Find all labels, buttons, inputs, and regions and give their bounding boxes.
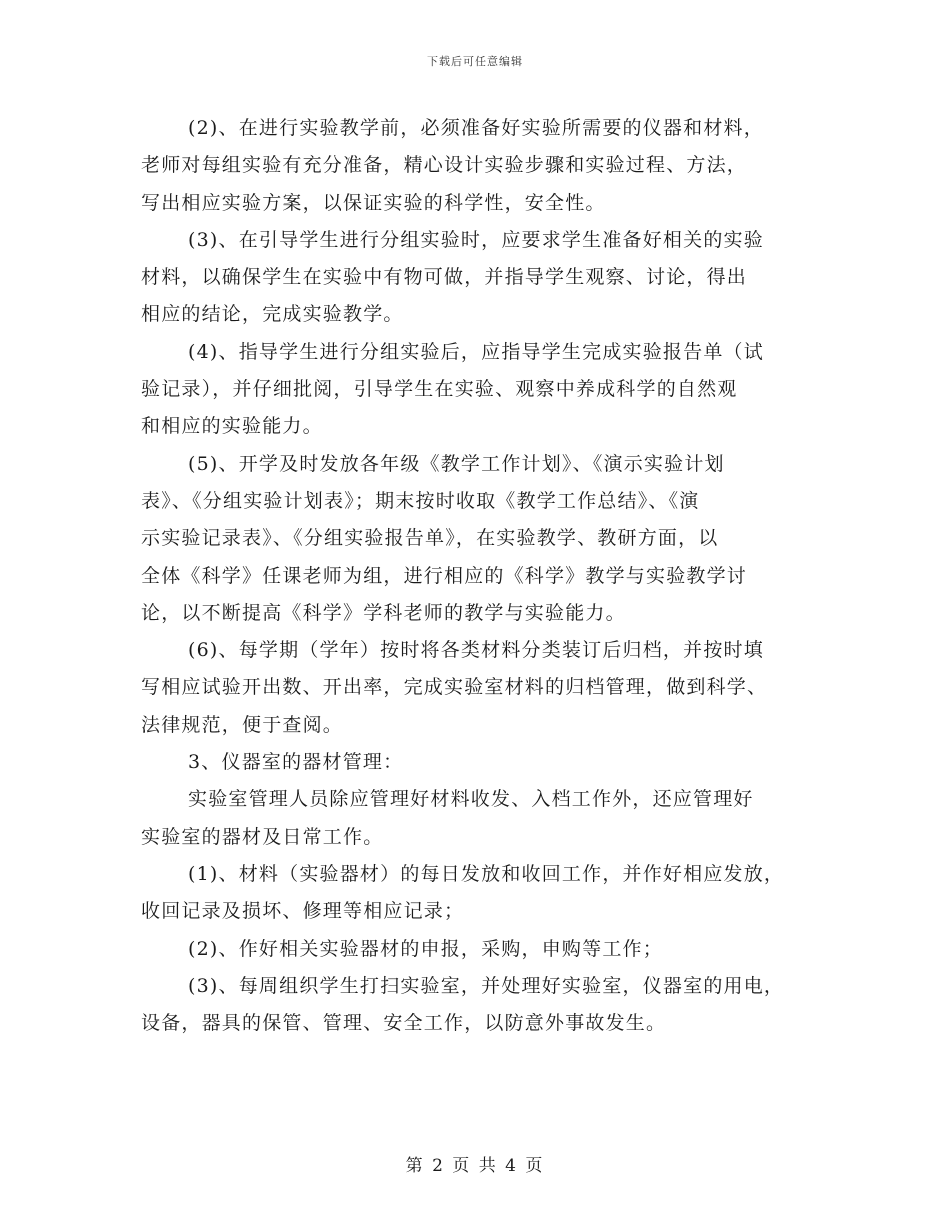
paragraph-line: 表》、《分组实验计划表》；期末按时收取《教学工作总结》、《演 [141, 489, 700, 512]
paragraph-line: (2)、作好相关实验器材的申报，采购，申购等工作； [188, 937, 663, 960]
paragraph-line: 验记录），并仔细批阅，引导学生在实验、观察中养成科学的自然观 [141, 378, 738, 401]
paragraph-line: 写相应试验开出数、开出率，完成实验室材料的归档管理，做到科学、 [141, 676, 768, 699]
page-number: 第 2 页 共 4 页 [405, 1156, 545, 1176]
paragraph-line: 论，以不断提高《科学》学科老师的教学与实验能力。 [141, 601, 626, 624]
paragraph-line: 相应的结论，完成实验教学。 [141, 303, 404, 326]
paragraph-line: 全体《科学》任课老师为组，进行相应的《科学》教学与实验教学讨 [141, 564, 748, 587]
paragraph-line: 实验室的器材及日常工作。 [141, 825, 384, 848]
paragraph-line: 实验室管理人员除应管理好材料收发、入档工作外，还应管理好 [188, 788, 754, 811]
paragraph-line: 法律规范，便于查阅。 [141, 713, 344, 736]
paragraph-line: 老师对每组实验有充分准备，精心设计实验步骤和实验过程、方法， [141, 154, 748, 177]
paragraph-line: 写出相应实验方案，以保证实验的科学性，安全性。 [141, 191, 606, 214]
paragraph-line: (2)、在进行实验教学前，必须准备好实验所需要的仪器和材料， [188, 117, 764, 139]
section-heading: 3、仪器室的器材管理： [188, 751, 404, 774]
page-header: 下载后可任意编辑 [427, 55, 523, 68]
paragraph-line: (3)、每周组织学生打扫实验室，并处理好实验室，仪器室的用电， [188, 974, 785, 997]
paragraph-line: (6)、每学期（学年）按时将各类材料分类装订后归档，并按时填 [188, 639, 764, 662]
paragraph-line: 和相应的实验能力。 [141, 415, 323, 438]
paragraph-line: 材料，以确保学生在实验中有物可做，并指导学生观察、讨论，得出 [141, 266, 748, 289]
paragraph-line: 收回记录及损坏、修理等相应记录； [141, 900, 465, 923]
document-body [141, 110, 826, 1042]
paragraph-line: 设备，器具的保管、管理、安全工作，以防意外事故发生。 [141, 1012, 667, 1035]
paragraph-line: (1)、材料（实验器材）的每日发放和收回工作，并作好相应发放， [188, 862, 785, 885]
paragraph-line: (3)、在引导学生进行分组实验时，应要求学生准备好相关的实验 [188, 228, 764, 251]
paragraph-line: 示实验记录表》、《分组实验报告单》，在实验教学、教研方面，以 [141, 527, 719, 550]
paragraph-line: (4)、指导学生进行分组实验后，应指导学生完成实验报告单（试 [188, 340, 764, 363]
paragraph-line: (5)、开学及时发放各年级《教学工作计划》、《演示实验计划 [188, 452, 725, 475]
